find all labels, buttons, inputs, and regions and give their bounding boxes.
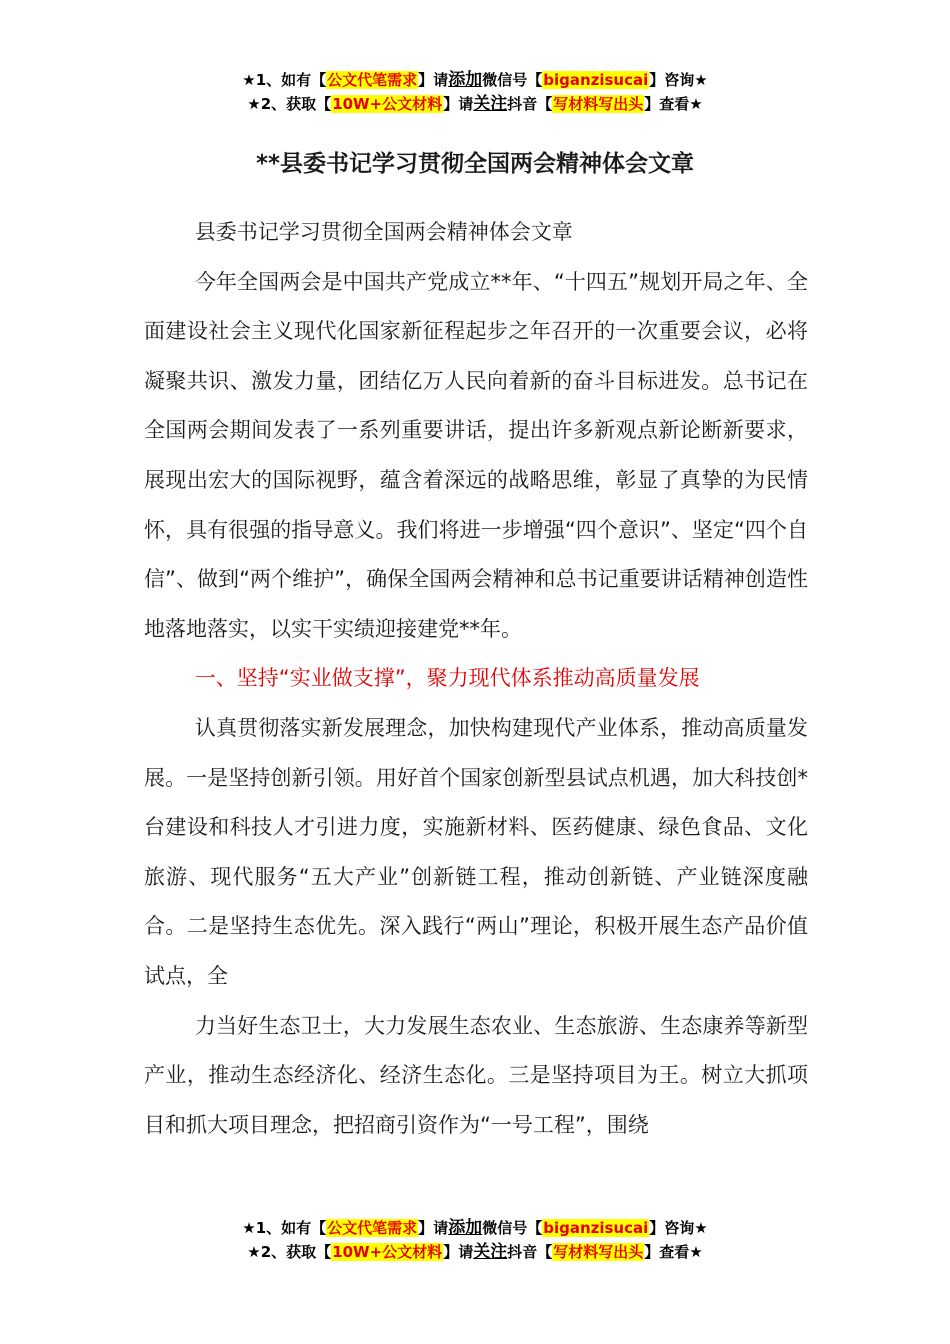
underlined-follow: 关注 bbox=[473, 1242, 508, 1262]
promo-line-1 bbox=[0, 1216, 950, 1240]
highlight-wechat-id: biganzisucai bbox=[543, 71, 649, 89]
promo-text: 】查看★ bbox=[644, 95, 703, 113]
promo-text: 】查看★ bbox=[644, 1243, 703, 1261]
document-title: **县委书记学习贯彻全国两会精神体会文章 bbox=[255, 151, 695, 177]
promo-text: 抖音【 bbox=[507, 1243, 553, 1261]
promo-line-2 bbox=[0, 92, 950, 116]
section-heading-1: 一、坚持“实业做支撑”，聚力现代体系推动高质量发展 bbox=[194, 666, 700, 691]
promo-text: ★1、如有【 bbox=[242, 1219, 327, 1237]
highlight-materials: 10W+公文材料 bbox=[332, 95, 443, 113]
promo-banner-top bbox=[0, 68, 950, 116]
promo-text: 微信号【 bbox=[482, 71, 543, 89]
promo-text: 抖音【 bbox=[507, 95, 553, 113]
underlined-add: 添加 bbox=[448, 70, 483, 90]
paragraph-intro: 今年全国两会是中国共产党成立**年、“十四五”规划开局之年、全面建设社会主义现代化国家新征程起步之年召开的一次重要会议，必将凝聚共识、激发力量，团结亿万人民向着新的奋斗目标进发。总书记在全国两会期间发表了一系列重要讲话，提出许多新观点新论断新要求，展现出宏大的国际视野，蕴含着深远的战略思维，彰显了真挚的为民情怀，具有很强的指导意义。我们将进一步增强“四个意识”、坚定“四个自信”、做到“两个维护”，确保全国两会精神和总书记重要讲话精神创造性地落地落实，以实干实绩迎接建党**年。 bbox=[144, 269, 808, 641]
promo-text: ★2、获取【 bbox=[247, 95, 332, 113]
promo-banner-bottom bbox=[0, 1216, 950, 1264]
document-body bbox=[144, 208, 808, 1150]
promo-text: ★1、如有【 bbox=[242, 71, 327, 89]
promo-text: 】请 bbox=[418, 71, 449, 89]
promo-text: 】请 bbox=[443, 1243, 474, 1261]
promo-text: 】请 bbox=[418, 1219, 449, 1237]
highlight-materials: 10W+公文材料 bbox=[332, 1243, 443, 1261]
highlight-douyin-id: 写材料写出头 bbox=[553, 1243, 644, 1261]
paragraph-section-1-continued: 力当好生态卫士，大力发展生态农业、生态旅游、生态康养等新型产业，推动生态经济化、经济生态化。三是坚持项目为王。树立大抓项目和抓大项目理念，把招商引资作为“一号工程”，围绕 bbox=[144, 1013, 808, 1137]
highlight-wechat-id: biganzisucai bbox=[543, 1219, 649, 1237]
highlight-service: 公文代笔需求 bbox=[327, 1219, 418, 1237]
underlined-follow: 关注 bbox=[473, 94, 508, 114]
promo-text: ★2、获取【 bbox=[247, 1243, 332, 1261]
promo-text: 】咨询★ bbox=[649, 71, 708, 89]
highlight-service: 公文代笔需求 bbox=[327, 71, 418, 89]
highlight-douyin-id: 写材料写出头 bbox=[553, 95, 644, 113]
promo-line-2 bbox=[0, 1240, 950, 1264]
underlined-add: 添加 bbox=[448, 1218, 483, 1238]
promo-text: 微信号【 bbox=[482, 1219, 543, 1237]
paragraph-section-1: 认真贯彻落实新发展理念，加快构建现代产业体系，推动高质量发展。一是坚持创新引领。用好首个国家创新型县试点机遇，加大科技创*台建设和科技人才引进力度，实施新材料、医药健康、绿色食品、文化旅游、现代服务“五大产业”创新链工程，推动创新链、产业链深度融合。二是坚持生态优先。深入践行“两山”理论，积极开展生态产品价值试点，全 bbox=[144, 715, 808, 988]
paragraph-subtitle: 县委书记学习贯彻全国两会精神体会文章 bbox=[194, 220, 573, 244]
promo-text: 】请 bbox=[443, 95, 474, 113]
promo-text: 】咨询★ bbox=[649, 1219, 708, 1237]
promo-line-1 bbox=[0, 68, 950, 92]
